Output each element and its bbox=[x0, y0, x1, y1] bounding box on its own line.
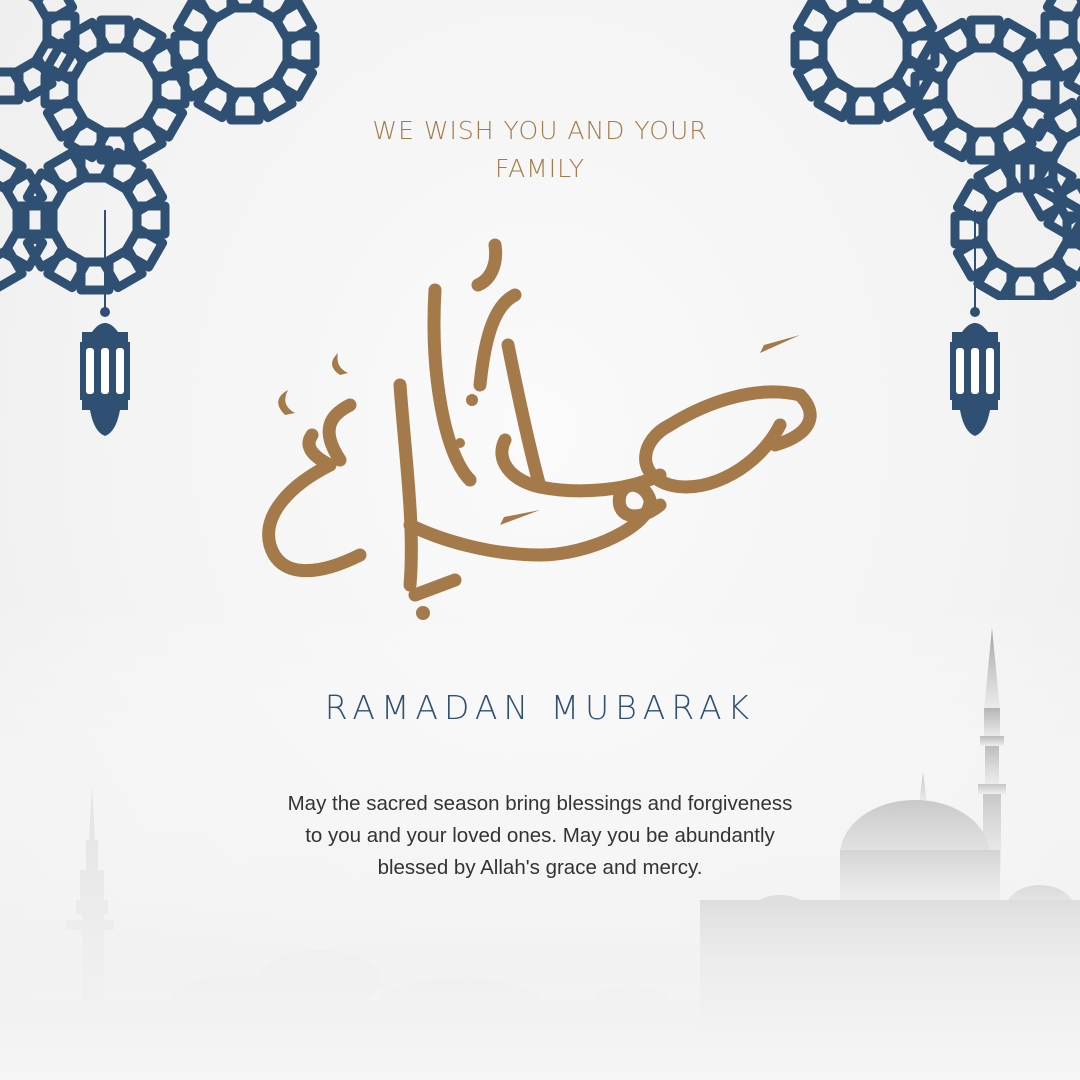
lantern-icon bbox=[72, 210, 138, 440]
message-line: to you and your loved ones. May you be abundantly bbox=[305, 824, 775, 847]
greeting-headline bbox=[290, 112, 790, 188]
message-line: May the sacred season bring blessings and forgiveness bbox=[287, 792, 793, 815]
card-title: RAMADAN MUBARAK bbox=[324, 688, 756, 727]
message-line: blessed by Allah's grace and mercy. bbox=[377, 856, 703, 879]
lantern-icon bbox=[942, 210, 1008, 440]
headline-line: WE WISH YOU AND YOUR bbox=[372, 116, 708, 145]
arabic-calligraphy bbox=[240, 225, 840, 625]
greeting-message bbox=[230, 788, 850, 884]
headline-line: FAMILY bbox=[494, 154, 585, 183]
